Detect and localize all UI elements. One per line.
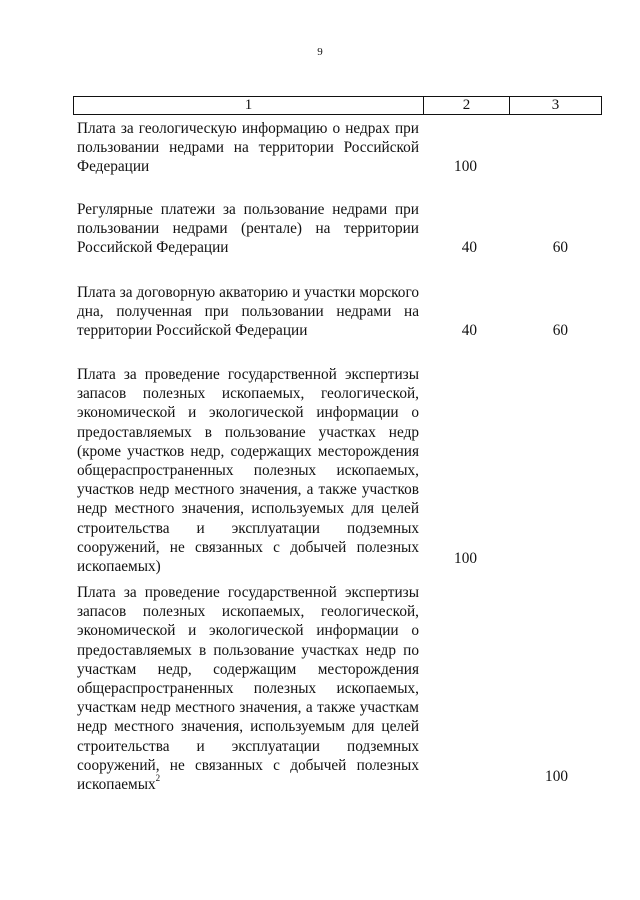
row-value-col3: 100 xyxy=(545,768,568,785)
footnote-marker: 2 xyxy=(155,772,161,783)
row-description-text: Плата за проведение государственной экспертизы запасов полезных ископаемых, геологической, экономической и экологической информации о предоставляемых в пользование участках недр по участкам недр, содержащим месторождения общераспространенных полезных ископаемых, участкам недр местного значения, а также участкам недр местного значения, используемым для целей строительства и эксплуатации подземных сооружений, не связанных с добычей полезных ископаемых xyxy=(77,584,419,794)
header-row xyxy=(74,97,602,115)
row-value-col3: 60 xyxy=(552,239,568,256)
row-description: Регулярные платежи за пользование недрами при пользовании недрами (рентале) на территории Российской Федерации xyxy=(77,201,419,257)
row-description: Плата за геологическую информацию о недрах при пользовании недрами на территории Российской Федерации xyxy=(77,120,419,176)
column-header-3: 3 xyxy=(510,97,602,115)
row-value-col2: 40 xyxy=(461,239,477,256)
row-description: Плата за договорную акваторию и участки морского дна, полученная при пользовании недрами на территории Российской Федерации xyxy=(77,284,419,340)
column-header-2: 2 xyxy=(424,97,510,115)
row-value-col2: 100 xyxy=(454,158,477,175)
column-header-1: 1 xyxy=(74,97,424,115)
row-value-col3: 60 xyxy=(552,322,568,339)
page-number: 9 xyxy=(317,46,323,58)
row-value-col2: 100 xyxy=(454,550,477,567)
row-value-col2: 40 xyxy=(461,322,477,339)
row-description xyxy=(77,583,419,794)
row-description: Плата за проведение государственной экспертизы запасов полезных ископаемых, геологической, экономической и экологической информации о предоставляемых в пользование участках недр (кроме участков недр, содержащих месторождения общераспространенных полезных ископаемых, участков недр местного значения, а также участков недр местного значения, используемых для целей строительства и эксплуатации подземных сооружений, не связанных с добычей полезных ископаемых) xyxy=(77,366,419,576)
table-header xyxy=(73,96,602,115)
